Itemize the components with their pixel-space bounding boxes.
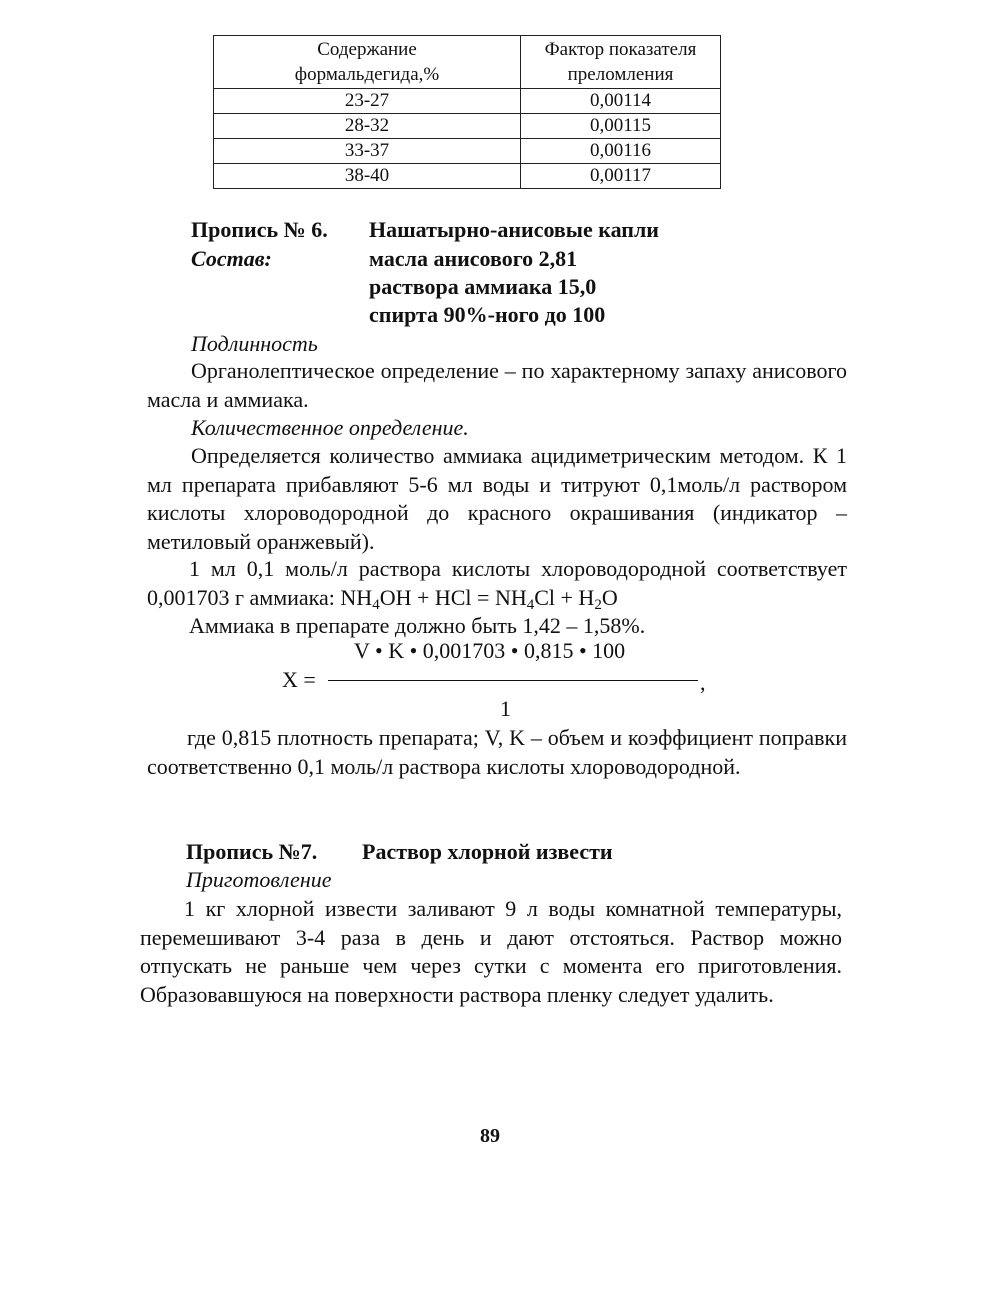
table-cell-content: 23-27 [214, 89, 521, 114]
table-row [214, 89, 721, 114]
ingredient-ammonia: раствора аммиака 15,0 [369, 274, 597, 299]
table-row [214, 139, 721, 164]
formula-numerator: V • K • 0,001703 • 0,815 • 100 [354, 638, 626, 663]
refraction-factor-table [213, 35, 721, 189]
table-header-row [214, 36, 721, 89]
recipe7-title: Раствор хлорной извести [362, 839, 613, 864]
quantitative-paragraph: Определяется количество аммиака ацидиметрическим методом. К 1 мл препарата прибавляют 5-6 мл воды и титруют 0,1моль/л раствором кислоты хлороводородной до красного окрашивания (индикатор – метиловый оранжевый). [147, 443, 847, 554]
table-cell-factor: 0,00116 [521, 139, 721, 164]
recipe6-label: Пропись № 6. [191, 217, 328, 242]
authenticity-paragraph: Органолептическое определение – по характерному запаху анисового масла и аммиака. [147, 358, 847, 412]
formula-trail: , [700, 670, 706, 695]
table-row [214, 164, 721, 189]
table-cell-content: 28-32 [214, 114, 521, 139]
equivalence-paragraph: 1 мл 0,1 моль/л раствора кислоты хлороводородной соответствует 0,001703 г аммиака: $NH_4OH$ + HCl = $NH_4Cl + H_2O$ [147, 556, 847, 613]
table-cell-factor: 0,00115 [521, 114, 721, 139]
ingredient-anise-oil: масла анисового 2,81 [369, 246, 578, 271]
authenticity-heading: Подлинность [191, 331, 318, 356]
table-cell-factor: 0,00114 [521, 89, 721, 114]
where-paragraph: где 0,815 плотность препарата; V, K – объем и коэффициент поправки соответственно 0,1 моль/л раствора кислоты хлороводородной. [147, 725, 847, 779]
table-row [214, 114, 721, 139]
formula-lhs: X = [282, 667, 316, 692]
recipe7-label: Пропись №7. [186, 839, 318, 864]
preparation-paragraph: 1 кг хлорной извести заливают 9 л воды комнатной температуры, перемешивают 3-4 раза в день и дают отстояться. Раствор можно отпускать не раньше чем через сутки с момента его приготовления. Образовавшуюся на поверхности раствора пленку следует удалить. [140, 896, 842, 1007]
recipe6-title: Нашатырно-анисовые капли [369, 217, 659, 242]
table-cell-factor: 0,00117 [521, 164, 721, 189]
ammonia-range: Аммиака в препарате должно быть 1,42 – 1,58%. [189, 613, 646, 638]
table-cell-content: 33-37 [214, 139, 521, 164]
composition-label: Состав: [191, 246, 272, 271]
table-header-factor: Фактор показателя преломления [521, 36, 721, 89]
table-cell-content: 38-40 [214, 164, 521, 189]
fraction-bar [328, 680, 698, 681]
reaction-equation: $NH_4OH$ + HCl = $NH_4Cl + H_2O$ [340, 584, 618, 613]
preparation-heading: Приготовление [186, 867, 332, 892]
page-number: 89 [480, 1125, 500, 1147]
ingredient-alcohol: спирта 90%-ного до 100 [369, 302, 606, 327]
formula-denominator: 1 [500, 696, 511, 721]
table-header-content: Содержание формальдегида,% [214, 36, 521, 89]
quantitative-heading: Количественное определение. [191, 415, 469, 440]
